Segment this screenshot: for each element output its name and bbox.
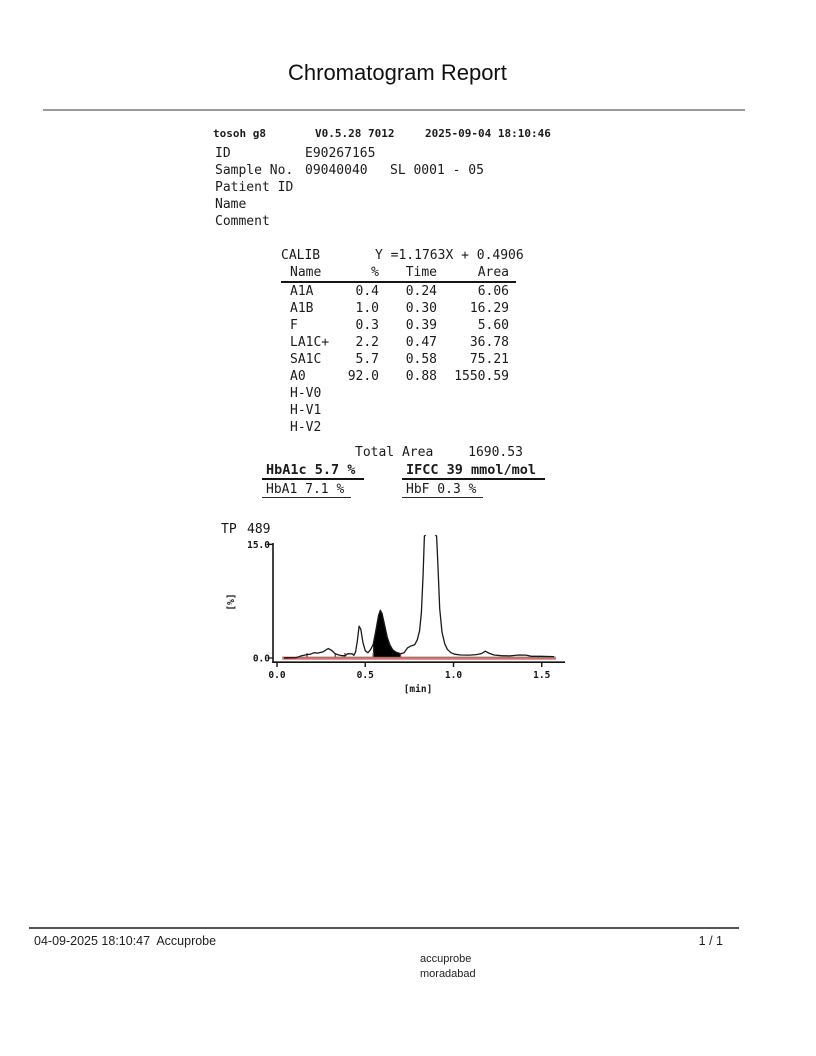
peak-time: 0.24 xyxy=(405,284,437,299)
peak-name: A1A xyxy=(290,284,314,299)
firmware-version: V0.5.28 7012 xyxy=(315,127,395,140)
table-row xyxy=(281,368,516,385)
peak-pct: 92.0 xyxy=(347,369,379,384)
peak-name: SA1C xyxy=(290,352,322,367)
peak-name: H-V2 xyxy=(290,420,322,435)
peak-name: LA1C+ xyxy=(290,335,330,350)
peak-pct: 0.3 xyxy=(355,318,379,333)
table-row xyxy=(281,334,516,351)
calib-equation: Y =1.1763X + 0.4906 xyxy=(375,248,524,263)
id-value: E90267165 xyxy=(305,146,376,161)
result-hbf xyxy=(402,478,483,497)
total-area-row xyxy=(355,441,523,460)
peak-area: 36.78 xyxy=(469,335,509,350)
peak-time: 0.88 xyxy=(405,369,437,384)
y-tick-label-max: 15.0 xyxy=(247,539,270,551)
result-hba1c xyxy=(262,459,364,478)
peak-area: 16.29 xyxy=(469,301,509,316)
ifcc-value: IFCC 39 mmol/mol xyxy=(402,462,545,480)
table-row xyxy=(281,282,516,300)
x-tick-label: 1.5 xyxy=(533,670,551,681)
name-label: Name xyxy=(215,197,247,212)
y-axis-unit-label: [%] xyxy=(226,593,237,611)
table-row xyxy=(281,300,516,317)
hbf-value: HbF 0.3 % xyxy=(402,482,483,498)
peak-name: A1B xyxy=(290,301,314,316)
title-divider xyxy=(43,109,745,111)
footer-page-number: 1 / 1 xyxy=(698,934,723,948)
peak-pct: 5.7 xyxy=(355,352,379,367)
comment-label: Comment xyxy=(215,214,270,229)
sample-no-value: 09040040 xyxy=(305,163,368,178)
x-tick-label: 0.5 xyxy=(356,670,374,681)
tp-value: 489 xyxy=(247,522,271,537)
info-row-comment xyxy=(215,214,595,231)
patient-id-label: Patient ID xyxy=(215,180,294,195)
peak-area: 6.06 xyxy=(477,284,509,299)
peak-time: 0.30 xyxy=(405,301,437,316)
table-row xyxy=(281,402,516,419)
calib-label: CALIB xyxy=(281,248,321,263)
info-row-sample-no xyxy=(215,163,595,180)
col-area: Area xyxy=(437,264,516,282)
info-row-name xyxy=(215,197,595,214)
table-row xyxy=(281,385,516,402)
result-ifcc xyxy=(402,459,545,478)
chromatogram-svg xyxy=(210,510,570,700)
footer-org-name: accuprobe xyxy=(420,953,472,965)
col-pct: % xyxy=(339,264,379,282)
peak-pct: 2.2 xyxy=(355,335,379,350)
footer-org-city: moradabad xyxy=(420,968,476,980)
sample-sl-value: SL 0001 - 05 xyxy=(390,163,484,178)
peak-name: H-V0 xyxy=(290,386,322,401)
sample-no-label: Sample No. xyxy=(215,163,294,178)
analysis-datetime: 2025-09-04 18:10:46 xyxy=(425,127,551,140)
device-name: tosoh g8 xyxy=(213,127,266,140)
peak-name: F xyxy=(290,318,298,333)
peak-name: A0 xyxy=(290,369,306,384)
table-row xyxy=(281,317,516,334)
hba1c-value: HbA1c 5.7 % xyxy=(262,462,364,480)
peak-area: 1550.59 xyxy=(454,369,509,384)
chromatogram-curve xyxy=(284,535,554,658)
total-area-value: 1690.53 xyxy=(468,445,523,460)
peak-pct: 0.4 xyxy=(355,284,379,299)
peak-area: 5.60 xyxy=(477,318,509,333)
x-tick-label: 1.0 xyxy=(444,670,463,681)
x-axis-unit-label: [min] xyxy=(403,684,433,695)
peak-table-header xyxy=(281,264,516,282)
y-tick-label-min: 0.0 xyxy=(252,653,270,665)
total-area-label: Total Area xyxy=(355,445,434,460)
info-row-id xyxy=(215,146,595,163)
peak-time: 0.58 xyxy=(405,352,437,367)
tp-label: TP xyxy=(221,522,237,537)
result-hba1 xyxy=(262,478,351,497)
peak-table xyxy=(281,264,516,436)
id-label: ID xyxy=(215,146,231,161)
table-row xyxy=(281,351,516,368)
peak-pct: 1.0 xyxy=(355,301,379,316)
table-row xyxy=(281,419,516,436)
peak-area: 75.21 xyxy=(469,352,509,367)
col-name: Name xyxy=(281,264,339,282)
x-tick-label: 0.0 xyxy=(268,670,286,681)
peak-time: 0.47 xyxy=(405,335,437,350)
hba1-value: HbA1 7.1 % xyxy=(262,482,351,498)
col-time: Time xyxy=(379,264,437,282)
footer-left: 04-09-2025 18:10:47 Accuprobe xyxy=(34,934,217,948)
sample-info xyxy=(215,146,595,231)
machine-header xyxy=(213,127,573,141)
footer-divider xyxy=(29,927,739,929)
page-title: Chromatogram Report xyxy=(288,60,507,85)
peak-time: 0.39 xyxy=(405,318,437,333)
peak-name: H-V1 xyxy=(290,403,322,418)
info-row-patient-id xyxy=(215,180,595,197)
